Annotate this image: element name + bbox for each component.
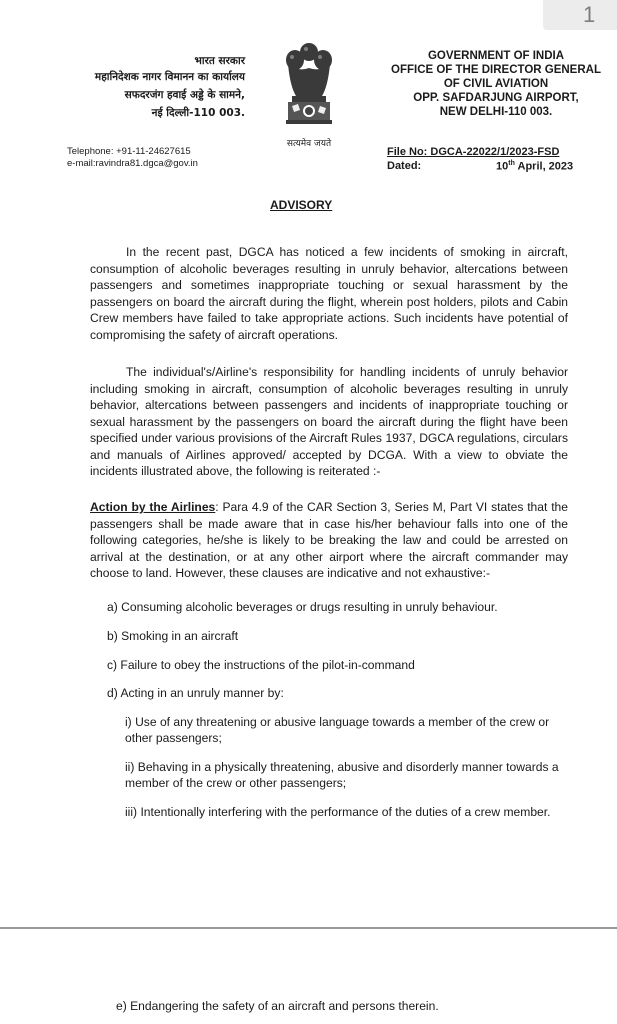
- action-text: : Para 4.9 of the CAR Section 3, Series M, Part VI states that the passengers shall be made aware that in case his/her behaviour falls into one of the following categories, he/she is likely to be breaking the law and could be arrested on arrival at the destination, or at any other airport where the aircraft commander may choose to land. However, these clauses are indicative and not exhaustive:-: [90, 500, 569, 580]
- page-number: 1: [583, 2, 596, 27]
- dated-label: Dated:: [387, 160, 422, 172]
- hindi-header-line-4: नई दिल्ली-110 003.: [151, 107, 245, 119]
- action-heading: Action by the Airlines: [90, 500, 216, 514]
- office-of-dg: OFFICE OF THE DIRECTOR GENERAL: [391, 64, 601, 76]
- paragraph-2: The individual's/Airline's responsibility for handling incidents of unruly behavior including smoking in aircraft, consumption of alcoholic beverages resulting in unruly behavior, altercations between passengers and incidents of inappropriate touching or sexual harassment by the passengers on board the aircraft during the flight have been specified under various provisions of the Aircraft Rules 1937, DGCA regulations, circulars and manuals of Airlines approved/ accepted by DCGA. With a view to obviate the incidents illustrated above, the following is reiterated :-: [90, 365, 568, 478]
- document-title: ADVISORY: [270, 198, 333, 212]
- list-item-b: b) Smoking in an aircraft: [107, 629, 239, 643]
- file-number: File No: DGCA-22022/1/2023-FSD: [387, 146, 560, 158]
- date-day: 10: [496, 160, 509, 173]
- date-suffix: th: [508, 160, 515, 167]
- national-emblem-icon: [276, 38, 342, 142]
- address-line-1: OPP. SAFDARJUNG AIRPORT,: [413, 92, 579, 104]
- list-item-c: c) Failure to obey the instructions of the pilot-in-command: [107, 658, 415, 672]
- paragraph-1: In the recent past, DGCA has noticed a few incidents of smoking in aircraft, consumption of alcoholic beverages resulting in unruly behavior, altercations between passengers and sometimes inappropriate touching or sexual harassment by the passengers on board the aircraft during the flight, wherein post holders, pilots and Cabin Crew members have failed to take appropriate actions. Such incidents have potential of compromising the safety of aircraft operations.: [90, 245, 568, 342]
- sub-item-ii: ii) Behaving in a physically threatening, abusive and disorderly manner towards a member of the crew or other passengers;: [125, 760, 559, 790]
- of-civil-aviation: OF CIVIL AVIATION: [443, 78, 549, 90]
- list-item-e: e) Endangering the safety of an aircraft and persons therein.: [116, 999, 439, 1013]
- dated-line: [387, 160, 574, 173]
- sub-item-i: i) Use of any threatening or abusive language towards a member of the crew or other passengers;: [125, 715, 550, 745]
- email: e-mail:ravindra81.dgca@gov.in: [67, 158, 198, 169]
- hindi-header-line-3: सफदरजंग हवाई अड्डे के सामने,: [124, 89, 245, 101]
- page-number-badge: [543, 0, 617, 30]
- list-item-d: d) Acting in an unruly manner by:: [107, 686, 284, 700]
- action-paragraph: [90, 499, 568, 582]
- date-value: [496, 160, 573, 173]
- next-page: [0, 929, 617, 1024]
- telephone: Telephone: +91-11-24627615: [67, 146, 191, 157]
- sub-item-iii: iii) Intentionally interfering with the performance of the duties of a crew member.: [125, 805, 551, 819]
- govt-of-india: GOVERNMENT OF INDIA: [427, 50, 565, 62]
- emblem-motto: सत्यमेव जयते: [286, 139, 332, 149]
- hindi-header-line-1: भारत सरकार: [194, 55, 245, 67]
- date-rest: April, 2023: [514, 160, 574, 173]
- address-line-2: NEW DELHI-110 003.: [439, 106, 553, 118]
- hindi-header-line-2: महानिदेशक नागर विमानन का कार्यालय: [94, 71, 245, 83]
- list-item-a: a) Consuming alcoholic beverages or drugs resulting in unruly behaviour.: [107, 600, 498, 614]
